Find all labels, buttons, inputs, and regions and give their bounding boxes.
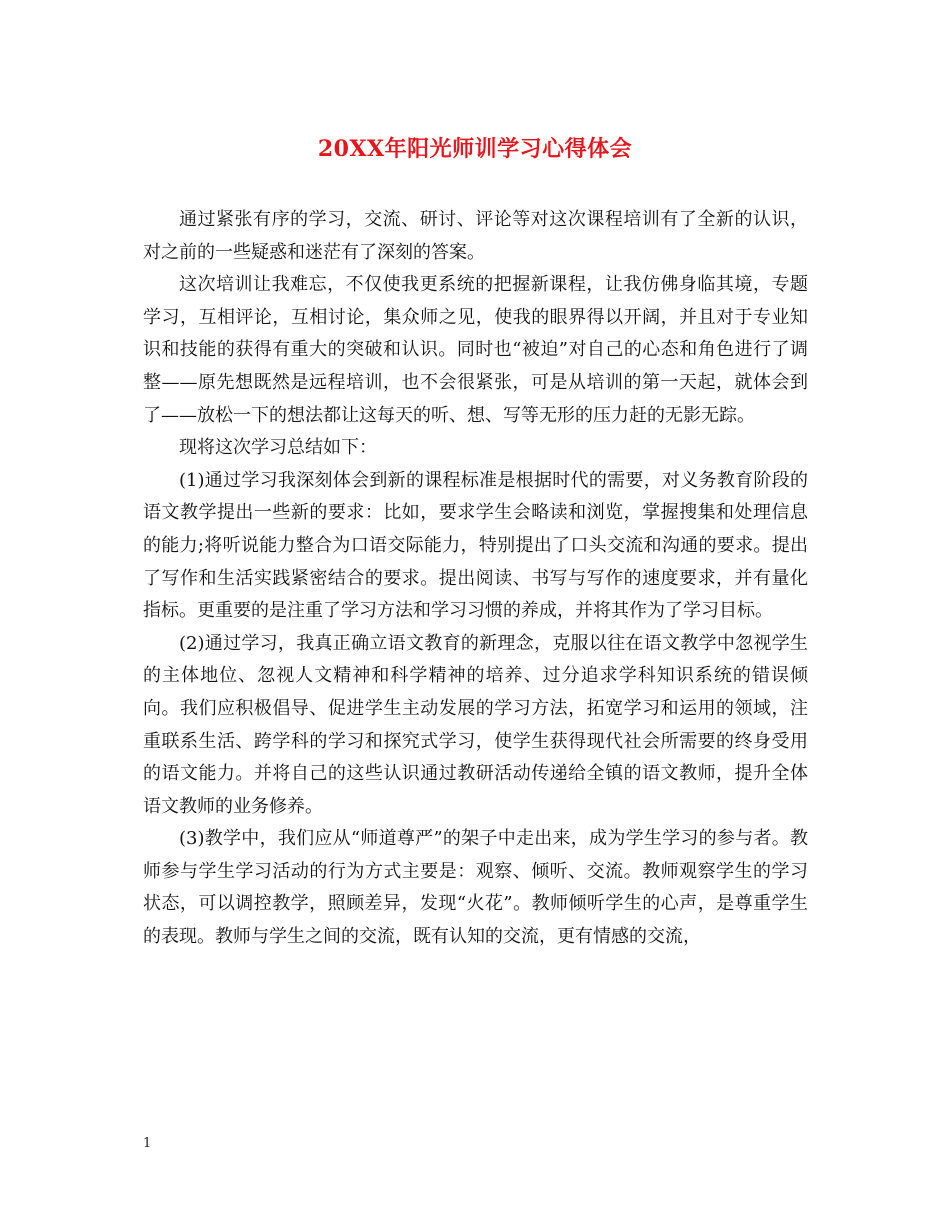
- paragraph-summary-heading: 现将这次学习总结如下：: [179, 437, 377, 459]
- document-title: 20XX年阳光师训学习心得体会: [317, 136, 633, 162]
- paragraph-point-2: (2)通过学习，我真正确立语文教育的新理念，克服以往在语文教学中忽视学生的主体地位、忽视人文精神和科学精神的培养、过分追求学科知识系统的错误倾向。我们应积极倡导、促进学生主动发展的学习方法，拓宽学习和运用的领域，注重联系生活、跨学科的学习和探究式学习，使学生获得现代社会所需要的终身受用的语文能力。并将自己的这些认识通过教研活动传递给全镇的语文教师，提升全体语文教师的业务修养。: [143, 632, 808, 817]
- paragraph-point-3: (3)教学中，我们应从“师道尊严”的架子中走出来，成为学生学习的参与者。教师参与学生学习活动的行为方式主要是：观察、倾听、交流。教师观察学生的学习状态，可以调控教学，照顾差异，发现“火花”。教师倾听学生的心声，是尊重学生的表现。教师与学生之间的交流，既有认知的交流，更有情感的交流，: [143, 828, 808, 948]
- paragraph-training-impression: 这次培训让我难忘，不仅使我更系统的把握新课程，让我仿佛身临其境，专题学习，互相评论，互相讨论，集众师之见，使我的眼界得以开阔，并且对于专业知识和技能的获得有重大的突破和认识。同时也“被迫”对自己的心态和角色进行了调整——原先想既然是远程培训，也不会很紧张，可是从培训的第一天起，就体会到了——放松一下的想法都让这每天的听、想、写等无形的压力赶的无影无踪。: [143, 274, 808, 426]
- document-body: [143, 204, 808, 954]
- paragraph-intro: 通过紧张有序的学习，交流、研讨、评论等对这次课程培训有了全新的认识，对之前的一些疑惑和迷茫有了深刻的答案。: [143, 209, 808, 263]
- page-number: 1: [143, 1136, 152, 1151]
- paragraph-point-1: (1)通过学习我深刻体会到新的课程标准是根据时代的需要，对义务教育阶段的语文教学提出一些新的要求：比如，要求学生会略读和浏览，掌握搜集和处理信息的能力;将听说能力整合为口语交际能力，特别提出了口头交流和沟通的要求。提出了写作和生活实践紧密结合的要求。提出阅读、书写与写作的速度要求，并有量化指标。更重要的是注重了学习方法和学习习惯的养成，并将其作为了学习目标。: [143, 469, 808, 622]
